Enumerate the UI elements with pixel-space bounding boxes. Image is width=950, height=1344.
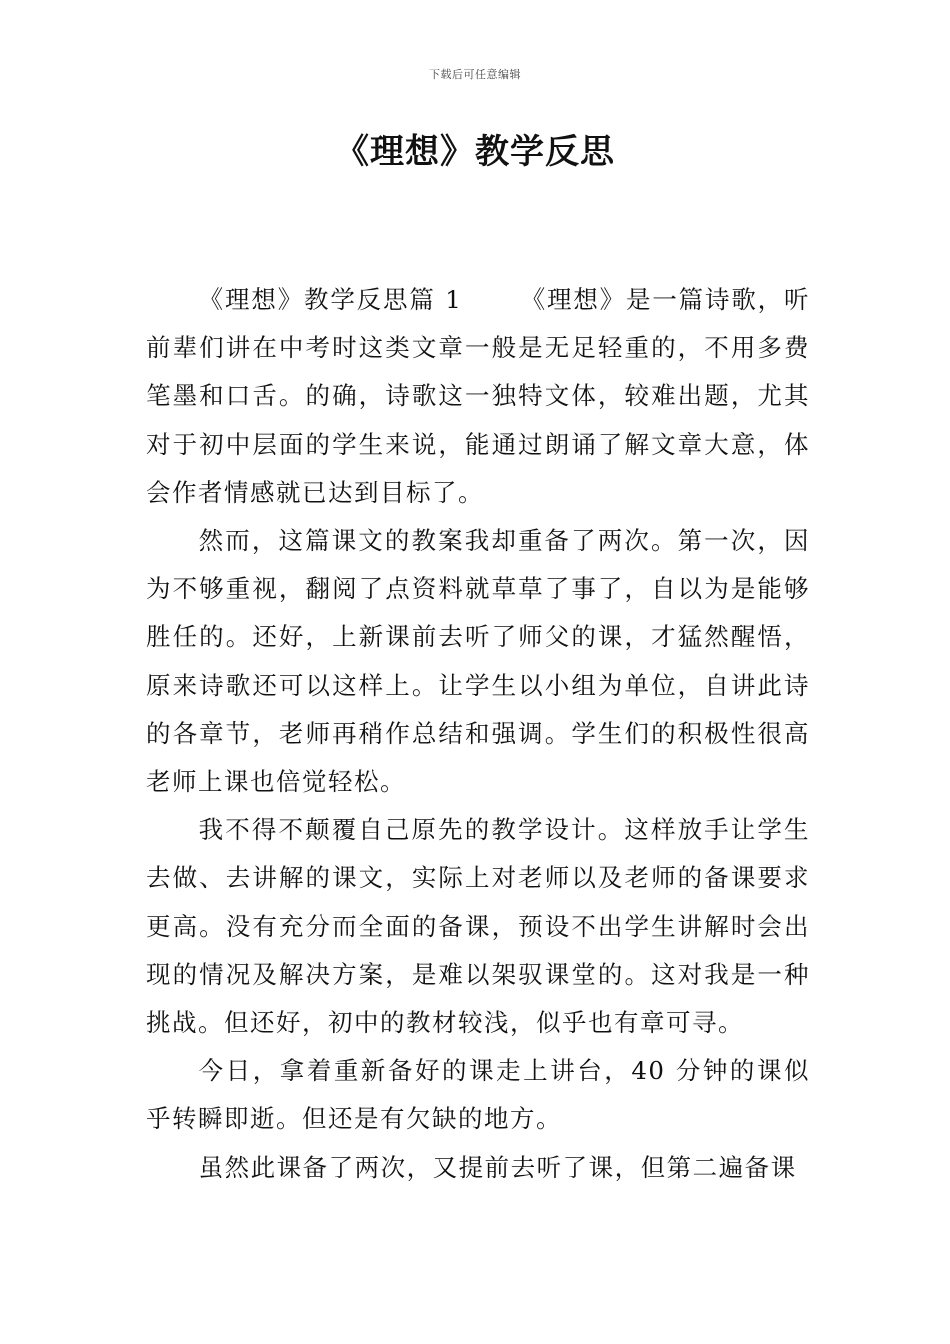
- paragraph-2: 然而，这篇课文的教案我却重备了两次。第一次，因为不够重视，翻阅了点资料就草草了事了，自以为是能够胜任的。还好，上新课前去听了师父的课，才猛然醒悟，原来诗歌还可以这样上。让学生以小组为单位，自讲此诗的各章节，老师再稍作总结和强调。学生们的积极性很高老师上课也倍觉轻松。: [146, 526, 810, 797]
- document-body: [146, 276, 810, 1192]
- document-title: 《理想》教学反思: [335, 132, 615, 172]
- paragraph-3: 我不得不颠覆自己原先的教学设计。这样放手让学生去做、去讲解的课文，实际上对老师以及老师的备课要求更高。没有充分而全面的备课，预设不出学生讲解时会出现的情况及解决方案，是难以架驭课堂的。这对我是一种挑战。但还好，初中的教材较浅，似乎也有章可寻。: [146, 815, 810, 1038]
- paragraph-5: 虽然此课备了两次，又提前去听了课，但第二遍备课: [198, 1152, 797, 1182]
- section-heading: 《理想》教学反思篇 1: [198, 285, 463, 314]
- paragraph-1: [146, 276, 810, 517]
- header-note: 下载后可任意编辑: [429, 68, 521, 81]
- paragraph-4: 今日，拿着重新备好的课走上讲台，40 分钟的课似乎转瞬即逝。但还是有欠缺的地方。: [146, 1056, 810, 1134]
- paragraph-1-text: 《理想》是一篇诗歌，听前辈们讲在中考时这类文章一般是无足轻重的，不用多费笔墨和口舌。的确，诗歌这一独特文体，较难出题，尤其对于初中层面的学生来说，能通过朗诵了解文章大意，体会作者情感就已达到目标了。: [146, 285, 811, 507]
